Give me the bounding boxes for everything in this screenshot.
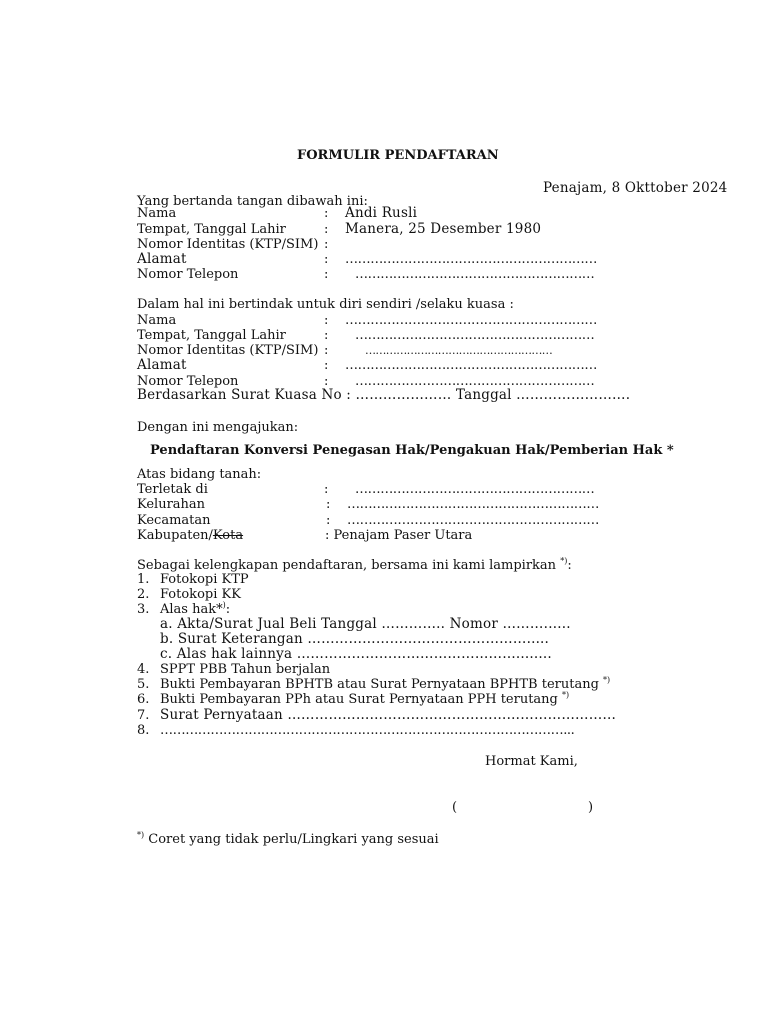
sep: : xyxy=(324,313,329,328)
footnote-mark: *) xyxy=(137,830,145,840)
proxy-label-telepon: Nomor Telepon xyxy=(137,374,239,389)
land-intro: Atas bidang tanah: xyxy=(137,467,262,482)
alas-hak-text: Alas hak* xyxy=(160,602,223,617)
label-terletak: Terletak di xyxy=(137,482,208,497)
submission-type: Pendaftaran Konversi Penegasan Hak/Pengakuan Hak/Pemberian Hak * xyxy=(150,443,674,458)
alas-hak-colon: : xyxy=(225,602,231,617)
sub-item-b: b. Surat Keterangan …………………………………………..... xyxy=(160,631,550,647)
bphtb-mark: *) xyxy=(603,675,611,685)
list-item: SPPT PBB Tahun berjalan xyxy=(160,662,331,677)
footnote-text: Coret yang tidak perlu/Lingkari yang sesuai xyxy=(148,832,439,847)
submission-intro: Dengan ini mengajukan: xyxy=(137,420,299,435)
item-number: 6. xyxy=(137,692,150,707)
sub-item-c: c. Alas hak lainnya …………………………………………........ xyxy=(160,646,552,662)
sep: : xyxy=(324,237,329,252)
attach-intro-text: Sebagai kelengkapan pendaftaran, bersama ini kami lampirkan xyxy=(137,558,561,573)
sep: : xyxy=(324,482,329,497)
signature-close: ) xyxy=(588,800,594,815)
proxy-value-nama: …………………………………………………… xyxy=(345,313,598,328)
sep: : xyxy=(324,374,329,389)
pph-text: Bukti Pembayaran PPh atau Surat Pernyataan PPH terutang xyxy=(160,692,563,707)
item-number: 4. xyxy=(137,662,150,677)
proxy-value-identitas: ……………………………………………… xyxy=(365,344,553,357)
form-title: FORMULIR PENDAFTARAN xyxy=(297,148,499,163)
list-item xyxy=(160,692,569,707)
closing-text: Hormat Kami, xyxy=(485,754,578,769)
proxy-label-alamat: Alamat xyxy=(137,357,187,373)
sep: : xyxy=(324,328,329,343)
label-kelurahan: Kelurahan xyxy=(137,497,206,512)
value-kecamatan: …………………………………………………… xyxy=(347,513,600,528)
sep: : xyxy=(324,206,329,221)
label-alamat: Alamat xyxy=(137,251,187,267)
place-date: Penajam, 8 Okttober 2024 xyxy=(543,180,728,196)
bphtb-text: Bukti Pembayaran BPHTB atau Surat Pernyataan BPHTB terutang xyxy=(160,677,604,692)
list-item xyxy=(160,677,610,692)
signature-open: ( xyxy=(452,800,458,815)
sep: : xyxy=(324,252,329,267)
sep: : xyxy=(324,343,329,358)
item-number: 5. xyxy=(137,677,150,692)
attach-mark: *) xyxy=(560,556,568,566)
attach-intro xyxy=(137,558,572,573)
value-kelurahan: …………………………………………………… xyxy=(347,497,600,512)
value-ttl: Manera, 25 Desember 1980 xyxy=(345,221,542,237)
label-nama: Nama xyxy=(137,206,177,221)
label-ttl: Tempat, Tanggal Lahir xyxy=(137,222,286,237)
proxy-label-identitas: Nomor Identitas (KTP/SIM) xyxy=(137,343,319,358)
proxy-label-ttl: Tempat, Tanggal Lahir xyxy=(137,328,286,343)
item-number: 3. xyxy=(137,602,150,617)
sep: : xyxy=(324,267,329,282)
sep: : xyxy=(324,222,329,237)
proxy-label-nama: Nama xyxy=(137,313,177,328)
footnote xyxy=(137,832,439,847)
label-kecamatan: Kecamatan xyxy=(137,513,211,528)
item-number: 7. xyxy=(137,708,150,723)
value-alamat: …………………………………………………… xyxy=(345,252,598,267)
kabupaten-label: Kabupaten/ xyxy=(137,528,213,543)
proxy-intro: Dalam hal ini bertindak untuk diri sendiri /selaku kuasa : xyxy=(137,297,514,312)
item-number: 2. xyxy=(137,587,150,602)
attach-colon: : xyxy=(567,558,572,573)
pph-mark: *) xyxy=(562,690,570,700)
label-identitas: Nomor Identitas (KTP/SIM) xyxy=(137,237,319,252)
value-telepon: ………………………………………………… xyxy=(355,267,595,282)
surat-kuasa-line: Berdasarkan Surat Kuasa No : ………………… Tanggal ……………………. xyxy=(137,387,631,403)
list-item xyxy=(160,602,230,617)
value-terletak: ………………………………………………… xyxy=(355,482,595,497)
item-number: 1. xyxy=(137,572,150,587)
proxy-value-alamat: …………………………………………………… xyxy=(345,358,598,373)
list-item: Surat Pernyataan ……………………………………………………………... xyxy=(160,707,616,723)
value-nama: Andi Rusli xyxy=(345,205,418,221)
list-item: ……………………………………………………………………………………... xyxy=(160,723,575,738)
item-number: 8. xyxy=(137,723,150,738)
proxy-value-ttl: ………………………………………………… xyxy=(355,328,595,343)
sub-item-a: a. Akta/Surat Jual Beli Tanggal ………….. Nomor ……….….. xyxy=(160,616,571,632)
alas-hak-mark: ) xyxy=(222,600,226,610)
intro-text: Yang bertanda tangan dibawah ini: xyxy=(137,194,368,209)
sep: : xyxy=(326,513,331,528)
proxy-value-telepon: ………………………………………………… xyxy=(355,374,595,389)
kota-struck: Kota xyxy=(212,528,244,543)
sep: : xyxy=(324,358,329,373)
list-item: Fotokopi KK xyxy=(160,587,241,602)
label-telepon: Nomor Telepon xyxy=(137,267,239,282)
sep: : xyxy=(326,497,331,512)
value-kabupaten: : Penajam Paser Utara xyxy=(325,528,473,543)
label-kabupaten xyxy=(137,528,243,543)
list-item: Fotokopi KTP xyxy=(160,572,249,587)
